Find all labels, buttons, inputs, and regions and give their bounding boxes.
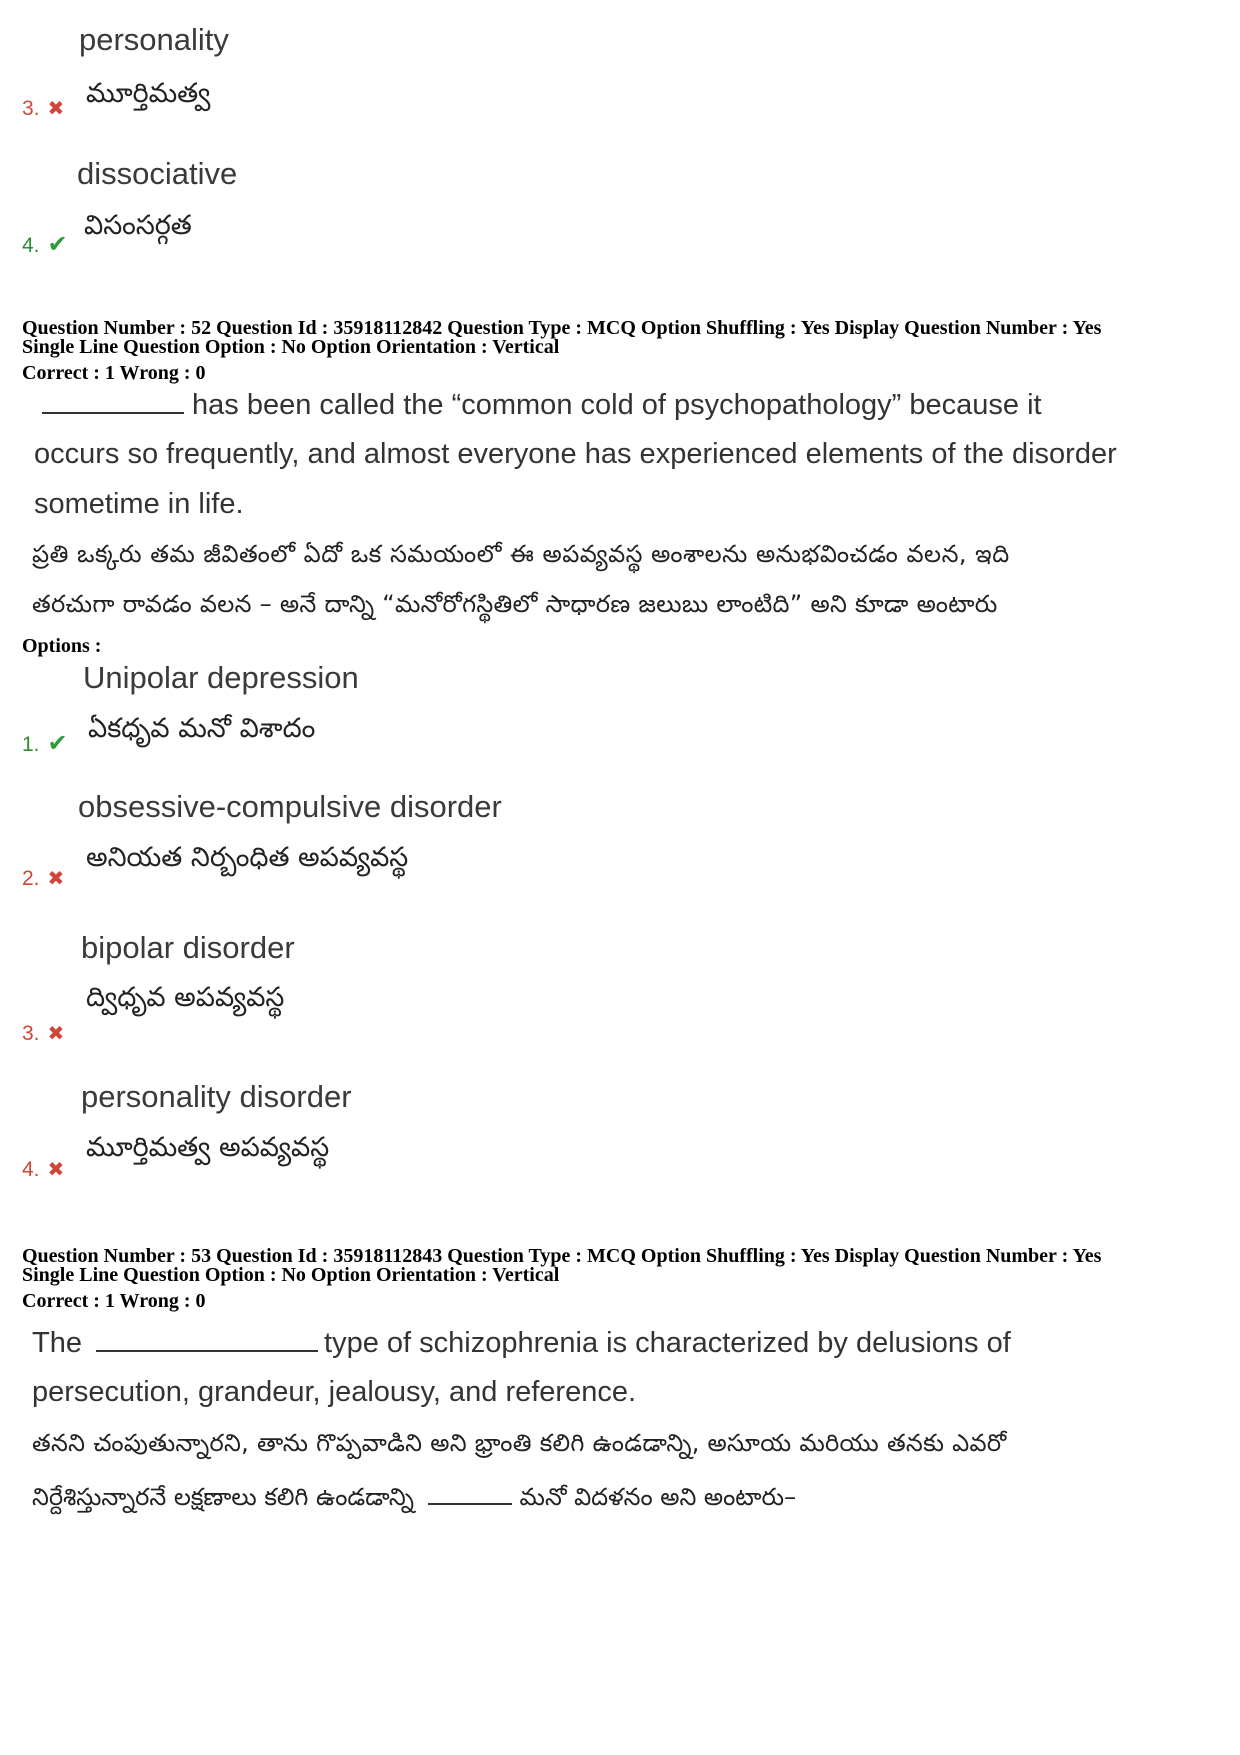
q52-question-line-1: has been called the “common cold of psychopathology” because it (42, 388, 1042, 422)
q53-meta-line-1: Question Number : 53 Question Id : 35918112843 Question Type : MCQ Option Shuffling : Yes Display Question Number : Yes (22, 1245, 1102, 1267)
q52-option-3-english: bipolar disorder (81, 930, 295, 965)
q52-option-1-number: 1. ✔ (22, 729, 68, 757)
q52-meta-line-1: Question Number : 52 Question Id : 35918112842 Question Type : MCQ Option Shuffling : Yes Display Question Number : Yes (22, 317, 1102, 339)
q52-question-line-2: occurs so frequently, and almost everyone has experienced elements of the disorder (34, 438, 1117, 470)
q52-option-4-number: 4. ✖ (22, 1157, 65, 1181)
q52-option-2-telugu: అనియత నిర్బంధిత అపవ్యవస్థ (86, 842, 409, 873)
q52-question-line-3: sometime in life. (34, 488, 244, 520)
answer-blank (428, 1479, 512, 1505)
prev-option-3-english: personality (79, 22, 229, 57)
q52-option-4-telugu: మూర్తిమత్వ అపవ్యవస్థ (86, 1132, 330, 1163)
q52-option-4-english: personality disorder (81, 1079, 352, 1114)
q52-meta-line-2: Single Line Question Option : No Option Orientation : Vertical (22, 336, 560, 358)
q53-telugu-line-2: నిర్దేశిస్తున్నారనే లక్షణాలు కలిగి ఉండడాన్ని మనో విదళనం అని అంటారు– (32, 1479, 796, 1517)
answer-blank (96, 1326, 318, 1352)
q53-meta-line-2: Single Line Question Option : No Option Orientation : Vertical (22, 1264, 560, 1286)
q52-option-1-telugu: ఏకధృవ మనో విశాదం (88, 713, 316, 744)
q52-telugu-line-2: తరచుగా రావడం వలన – అనే దాన్ని “మనోరోగస్థితిలో సాధారణ జలుబు లాంటిది” అని కూడా అంటారు (32, 590, 998, 618)
prev-option-4-english: dissociative (77, 156, 238, 191)
correct-check-icon: ✔ (47, 729, 68, 757)
wrong-cross-icon: ✖ (47, 1157, 65, 1181)
q52-option-2-number: 2. ✖ (22, 866, 65, 890)
q52-option-1-english: Unipolar depression (83, 660, 359, 695)
q52-options-label: Options : (22, 635, 102, 657)
prev-option-4-telugu: విసంసర్గత (84, 210, 192, 241)
q52-option-2-english: obsessive-compulsive disorder (78, 789, 502, 824)
q53-question-line-2: persecution, grandeur, jealousy, and reference. (32, 1376, 637, 1408)
q52-option-3-number: 3. ✖ (22, 1021, 65, 1045)
prev-option-3-telugu: మూర్తిమత్వ (86, 78, 211, 109)
answer-blank (42, 388, 184, 414)
q53-telugu-line-1: తనని చంపుతున్నారని, తాను గొప్పవాడిని అని భ్రాంతి కలిగి ఉండడాన్ని, అసూయ మరియు తనకు ఎవరో (32, 1429, 1007, 1457)
wrong-cross-icon: ✖ (47, 866, 65, 890)
q53-marks: Correct : 1 Wrong : 0 (22, 1290, 206, 1312)
wrong-cross-icon: ✖ (47, 96, 65, 120)
wrong-cross-icon: ✖ (47, 1021, 65, 1045)
q52-telugu-line-1: ప్రతి ఒక్కరు తమ జీవితంలో ఏదో ఒక సమయంలో ఈ అపవ్యవస్థ అంశాలను అనుభవించడం వలన, ఇది (32, 540, 1010, 568)
prev-option-3-number: 3. ✖ (22, 96, 65, 120)
correct-check-icon: ✔ (47, 230, 68, 258)
q52-option-3-telugu: ద్విధృవ అపవ్యవస్థ (86, 982, 285, 1013)
q52-marks: Correct : 1 Wrong : 0 (22, 362, 206, 384)
prev-option-4-number: 4. ✔ (22, 230, 68, 258)
q53-question-line-1: The type of schizophrenia is characterized by delusions of (32, 1327, 1011, 1359)
